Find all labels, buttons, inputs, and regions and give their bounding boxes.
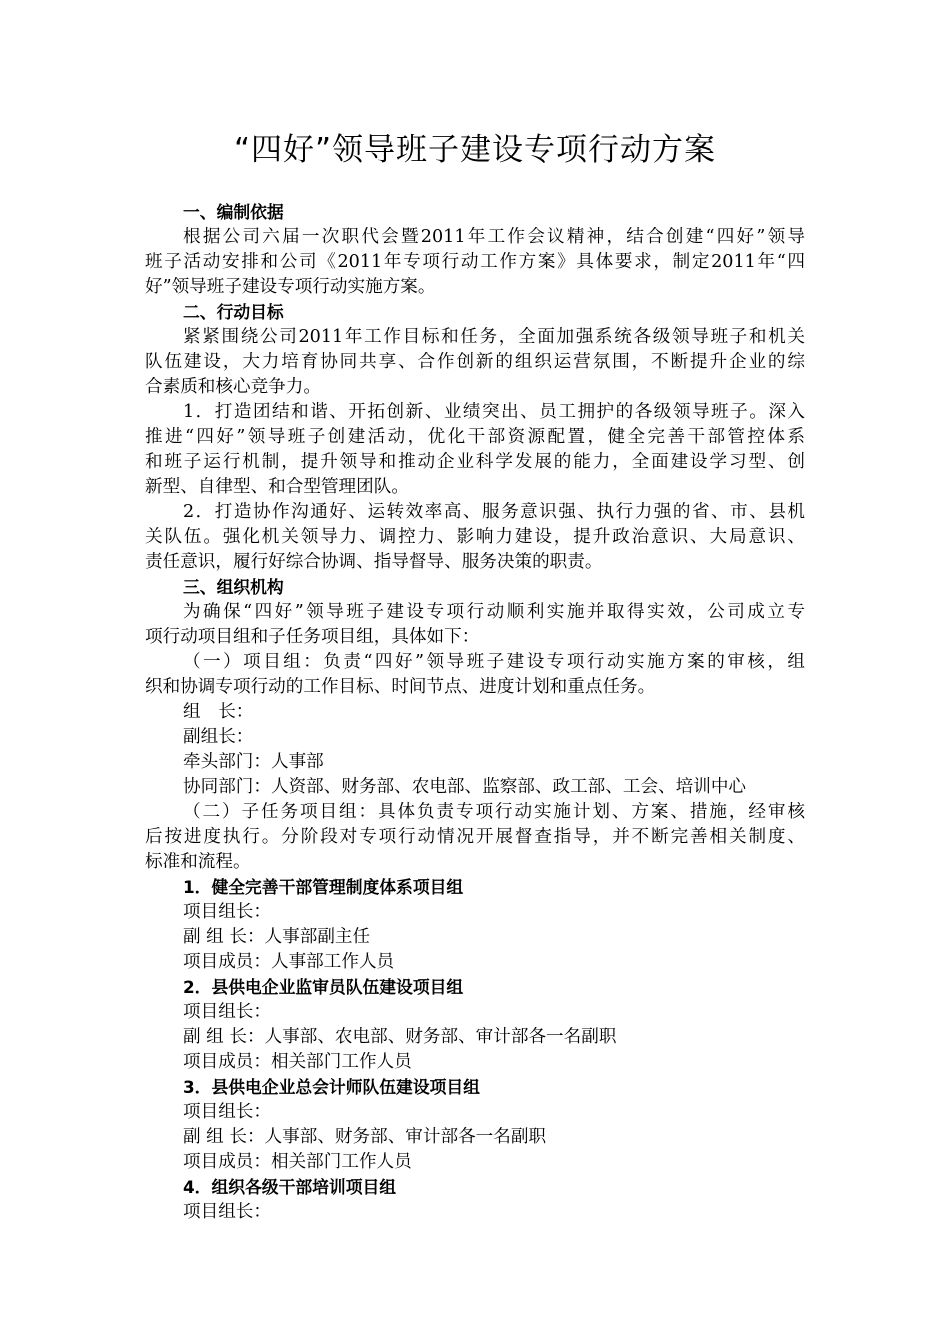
paragraph-line: 合素质和核心竞争力。 xyxy=(145,377,321,397)
paragraph-line: 织和协调专项行动的工作目标、时间节点、进度计划和重点任务。 xyxy=(145,677,656,697)
paragraph-line: 项行动项目组和子任务项目组，具体如下： xyxy=(145,627,480,647)
text-line: 协同部门：人资部、财务部、农电部、监察部、政工部、工会、培训中心 xyxy=(183,777,747,797)
text-line: 项目组长： xyxy=(183,1002,271,1022)
paragraph-line: 后按进度执行。分阶段对专项行动情况开展督查指导，并不断完善相关制度、 xyxy=(145,827,805,847)
paragraph-line: 好”领导班子建设专项行动实施方案。 xyxy=(145,277,436,297)
section-heading: 3．县供电企业总会计师队伍建设项目组 xyxy=(183,1077,480,1097)
text-line: 项目组长： xyxy=(183,1202,271,1222)
paragraph-line: 责任意识，履行好综合协调、指导督导、服务决策的职责。 xyxy=(145,552,603,572)
paragraph-line: 2．打造协作沟通好、运转效率高、服务意识强、执行力强的省、市、县机 xyxy=(183,502,805,522)
section-heading: 2．县供电企业监审员队伍建设项目组 xyxy=(183,977,464,997)
text-line: 副 组 长：人事部、农电部、财务部、审计部各一名副职 xyxy=(183,1027,617,1047)
section-heading: 三、组织机构 xyxy=(183,577,284,597)
section-heading: 1．健全完善干部管理制度体系项目组 xyxy=(183,877,464,897)
text-line: 项目组长： xyxy=(183,902,271,922)
paragraph-line: 紧紧围绕公司2011年工作目标和任务，全面加强系统各级领导班子和机关 xyxy=(183,327,805,347)
paragraph-line: 1．打造团结和谐、开拓创新、业绩突出、员工拥护的各级领导班子。深入 xyxy=(183,402,805,422)
section-heading: 一、编制依据 xyxy=(183,202,284,222)
paragraph-line: 新型、自律型、和合型管理团队。 xyxy=(145,477,409,497)
paragraph-line: （一）项目组：负责“四好”领导班子建设专项行动实施方案的审核，组 xyxy=(183,652,805,672)
paragraph-line: 标准和流程。 xyxy=(145,852,251,872)
paragraph-line: 班子活动安排和公司《2011年专项行动工作方案》具体要求，制定2011年“四 xyxy=(145,252,805,272)
paragraph-line: （二）子任务项目组：具体负责专项行动实施计划、方案、措施，经审核 xyxy=(183,802,805,822)
text-line: 项目成员：相关部门工作人员 xyxy=(183,1052,412,1072)
section-heading: 4．组织各级干部培训项目组 xyxy=(183,1177,397,1197)
text-line: 项目组长： xyxy=(183,1102,271,1122)
text-line: 项目成员：人事部工作人员 xyxy=(183,952,395,972)
section-heading: 二、行动目标 xyxy=(183,302,284,322)
document-title: “四好”领导班子建设专项行动方案 xyxy=(233,132,717,168)
text-line: 副组长： xyxy=(183,727,254,747)
paragraph-line: 和班子运行机制，提升领导和推动企业科学发展的能力，全面建设学习型、创 xyxy=(145,452,805,472)
document-body xyxy=(145,200,805,1225)
paragraph-line: 为确保“四好”领导班子建设专项行动顺利实施并取得实效，公司成立专 xyxy=(183,602,805,622)
paragraph-line: 关队伍。强化机关领导力、调控力、影响力建设，提升政治意识、大局意识、 xyxy=(145,527,805,547)
paragraph-line: 队伍建设，大力培育协同共享、合作创新的组织运营氛围，不断提升企业的综 xyxy=(145,352,805,372)
text-line: 组 长： xyxy=(183,702,254,722)
text-line: 副 组 长：人事部、财务部、审计部各一名副职 xyxy=(183,1127,547,1147)
text-line: 项目成员：相关部门工作人员 xyxy=(183,1152,412,1172)
text-line: 牵头部门：人事部 xyxy=(183,752,324,772)
paragraph-line: 根据公司六届一次职代会暨2011年工作会议精神，结合创建“四好”领导 xyxy=(183,227,805,247)
paragraph-line: 推进“四好”领导班子创建活动，优化干部资源配置，健全完善干部管控体系 xyxy=(145,427,805,447)
text-line: 副 组 长：人事部副主任 xyxy=(183,927,371,947)
